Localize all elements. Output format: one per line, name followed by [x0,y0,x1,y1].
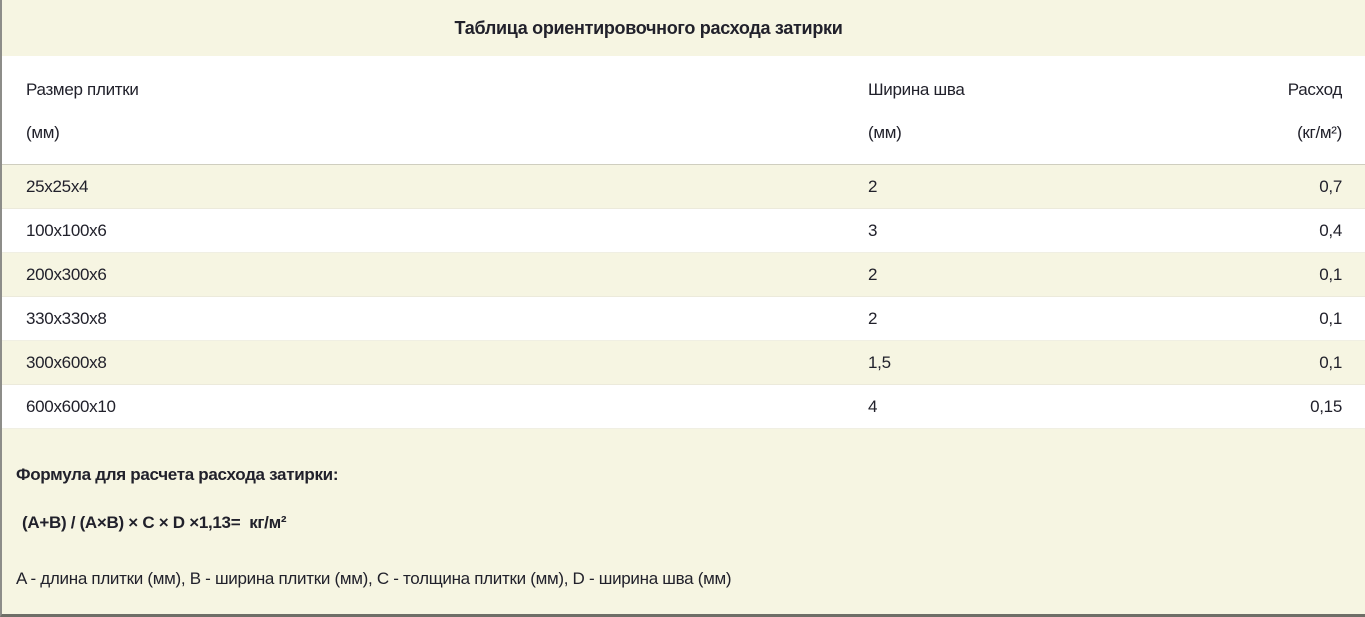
tile-size-cell: 25x25x4 [26,177,89,196]
column-header-consumption [1145,56,1365,164]
formula-expression: (A+B) / (A×B) × C × D ×1,13= кг/м² [22,513,287,532]
consumption-cell: 0,1 [1319,309,1342,328]
column-label: Расход [1287,80,1342,99]
seam-width-cell: 3 [868,221,878,240]
column-unit: (мм) [868,123,902,142]
consumption-cell: 0,1 [1319,353,1342,372]
seam-width-cell: 2 [868,265,878,284]
consumption-cell: 0,7 [1319,177,1342,196]
table-row [2,385,1365,429]
column-label: Ширина шва [868,80,965,99]
tile-size-cell: 100x100x6 [26,221,107,240]
tile-size-cell: 200x300x6 [26,265,107,284]
table-row [2,253,1365,297]
seam-width-cell: 2 [868,177,878,196]
table-title-band [2,0,1365,56]
formula-legend: A - длина плитки (мм), B - ширина плитки (мм), C - толщина плитки (мм), D - ширина шва (мм) [16,569,732,588]
consumption-cell: 0,4 [1319,221,1342,240]
column-unit: (кг/м²) [1297,123,1342,142]
seam-width-cell: 2 [868,309,878,328]
seam-width-cell: 1,5 [868,353,891,372]
table-row [2,165,1365,209]
column-label: Размер плитки [26,80,139,99]
table-row [2,209,1365,253]
formula-section [2,429,1365,589]
column-header-tile-size [2,56,868,164]
table-row [2,341,1365,385]
column-unit: (мм) [26,123,60,142]
tile-size-cell: 600x600x10 [26,397,116,416]
table-row [2,297,1365,341]
tile-size-cell: 330x330x8 [26,309,107,328]
formula-heading: Формула для расчета расхода затирки: [16,465,339,484]
consumption-cell: 0,15 [1310,397,1342,416]
column-header-seam-width [868,56,1145,164]
table-header-row [2,56,1365,165]
tile-size-cell: 300x600x8 [26,353,107,372]
consumption-cell: 0,1 [1319,265,1342,284]
table-title: Таблица ориентировочного расхода затирки [454,17,843,38]
seam-width-cell: 4 [868,397,878,416]
